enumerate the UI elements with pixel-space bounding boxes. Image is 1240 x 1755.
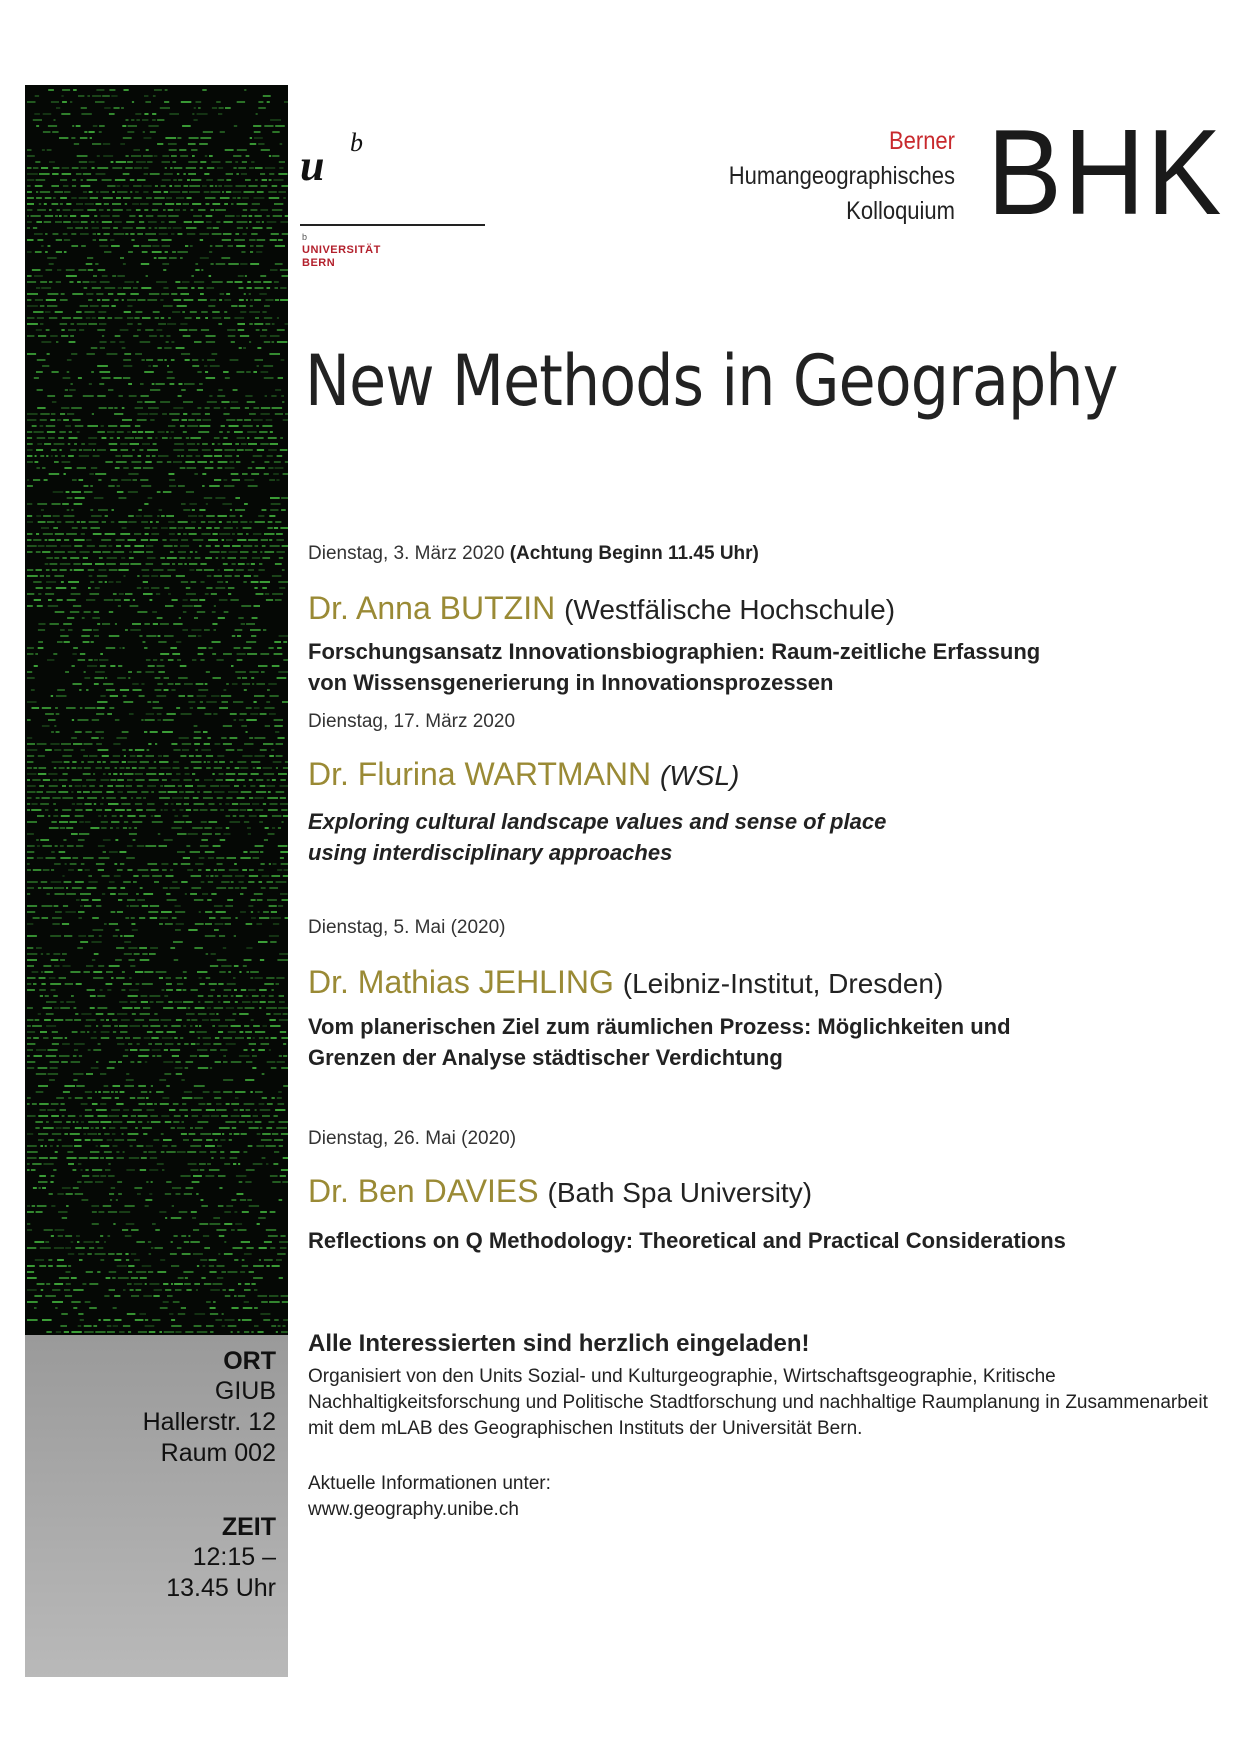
speaker-name: Dr. Anna BUTZIN — [308, 590, 556, 626]
colloquium-name — [713, 124, 955, 229]
talk-date — [308, 917, 506, 939]
talk-title-line: Grenzen der Analyse städtischer Verdichtung — [308, 1045, 783, 1070]
university-name — [302, 244, 381, 270]
speaker-affiliation: (Bath Spa University) — [547, 1177, 813, 1208]
talk-speaker — [308, 1173, 812, 1210]
speaker-affiliation: (WSL) — [660, 760, 740, 791]
info-label: Aktuelle Informationen unter: — [308, 1473, 551, 1494]
talk-title-line: using interdisciplinary approaches — [308, 840, 673, 865]
talk-date — [308, 711, 515, 733]
logo-small-b: b — [302, 232, 308, 242]
talk-title — [308, 806, 1208, 868]
talk-title-line: Vom planerischen Ziel zum räumlichen Prozess: Möglichkeiten und — [308, 1014, 1011, 1039]
talk-date — [308, 543, 759, 565]
colloquium-line-berner: Berner — [888, 127, 955, 155]
time-line: 13.45 Uhr — [166, 1574, 276, 1602]
invitation-text: Alle Interessierten sind herzlich eingeladen! — [308, 1330, 810, 1357]
time-block — [166, 1513, 276, 1604]
talk-title-line: Reflections on Q Methodology: Theoretical and Practical Considerations — [308, 1228, 1066, 1253]
talk-title — [308, 1011, 1208, 1073]
matrix-code-image — [25, 85, 288, 1335]
university-line: UNIVERSITÄT — [302, 244, 381, 256]
talk-title-line: Exploring cultural landscape values and sense of place — [308, 809, 887, 834]
location-line: GIUB — [214, 1377, 276, 1405]
page-title: New Methods in Geography — [305, 340, 1118, 422]
talk-date-note: (Achtung Beginn 11.45 Uhr) — [509, 543, 759, 564]
talk-date-text: Dienstag, 26. Mai (2020) — [308, 1128, 517, 1149]
colloquium-line: Humangeographisches — [728, 162, 955, 190]
time-line: 12:15 – — [192, 1543, 276, 1571]
ub-mark: u — [300, 141, 325, 190]
university-logo — [300, 120, 490, 270]
university-line: BERN — [302, 257, 336, 269]
ub-superscript: b — [350, 128, 363, 157]
talk-speaker — [308, 590, 895, 627]
organiser-text: Organisiert von den Units Sozial- und Kulturgeographie, Wirtschaftsgeographie, Kritische Nachhaltigkeitsforschung und Politische Stadtforschung und nachhaltige Raumplanung in Zusammenarbeit mit dem mLAB des Geographischen Instituts der Universität Bern. — [308, 1366, 1208, 1439]
talk-date-text: Dienstag, 3. März 2020 — [308, 543, 505, 564]
talk-date-text: Dienstag, 5. Mai (2020) — [308, 917, 506, 938]
logo-divider — [300, 224, 485, 226]
speaker-name: Dr. Flurina WARTMANN — [308, 756, 652, 792]
location-heading: ORT — [223, 1347, 276, 1375]
time-heading: ZEIT — [221, 1513, 276, 1541]
speaker-name: Dr. Mathias JEHLING — [308, 964, 614, 1000]
location-block — [143, 1347, 276, 1469]
website-link[interactable]: www.geography.unibe.ch — [308, 1499, 519, 1520]
bhk-acronym: BHK — [987, 104, 1224, 240]
speaker-name: Dr. Ben DAVIES — [308, 1173, 539, 1209]
talk-date-text: Dienstag, 17. März 2020 — [308, 711, 516, 732]
talk-speaker — [308, 756, 739, 793]
talk-title-line: von Wissensgenerierung in Innovationsprozessen — [308, 670, 834, 695]
location-line: Raum 002 — [160, 1439, 276, 1467]
speaker-affiliation: (Leibniz-Institut, Dresden) — [622, 968, 944, 999]
location-line: Hallerstr. 12 — [142, 1408, 276, 1436]
location-time-box — [25, 1335, 288, 1677]
colloquium-line: Kolloquium — [846, 197, 955, 225]
talk-date — [308, 1128, 516, 1150]
sidebar-column — [25, 85, 288, 1677]
speaker-affiliation: (Westfälische Hochschule) — [564, 594, 896, 625]
talk-speaker — [308, 964, 943, 1001]
talk-title-line: Forschungsansatz Innovationsbiographien: Raum-zeitliche Erfassung — [308, 639, 1041, 664]
talk-title — [308, 1225, 1208, 1256]
talk-title — [308, 636, 1208, 698]
